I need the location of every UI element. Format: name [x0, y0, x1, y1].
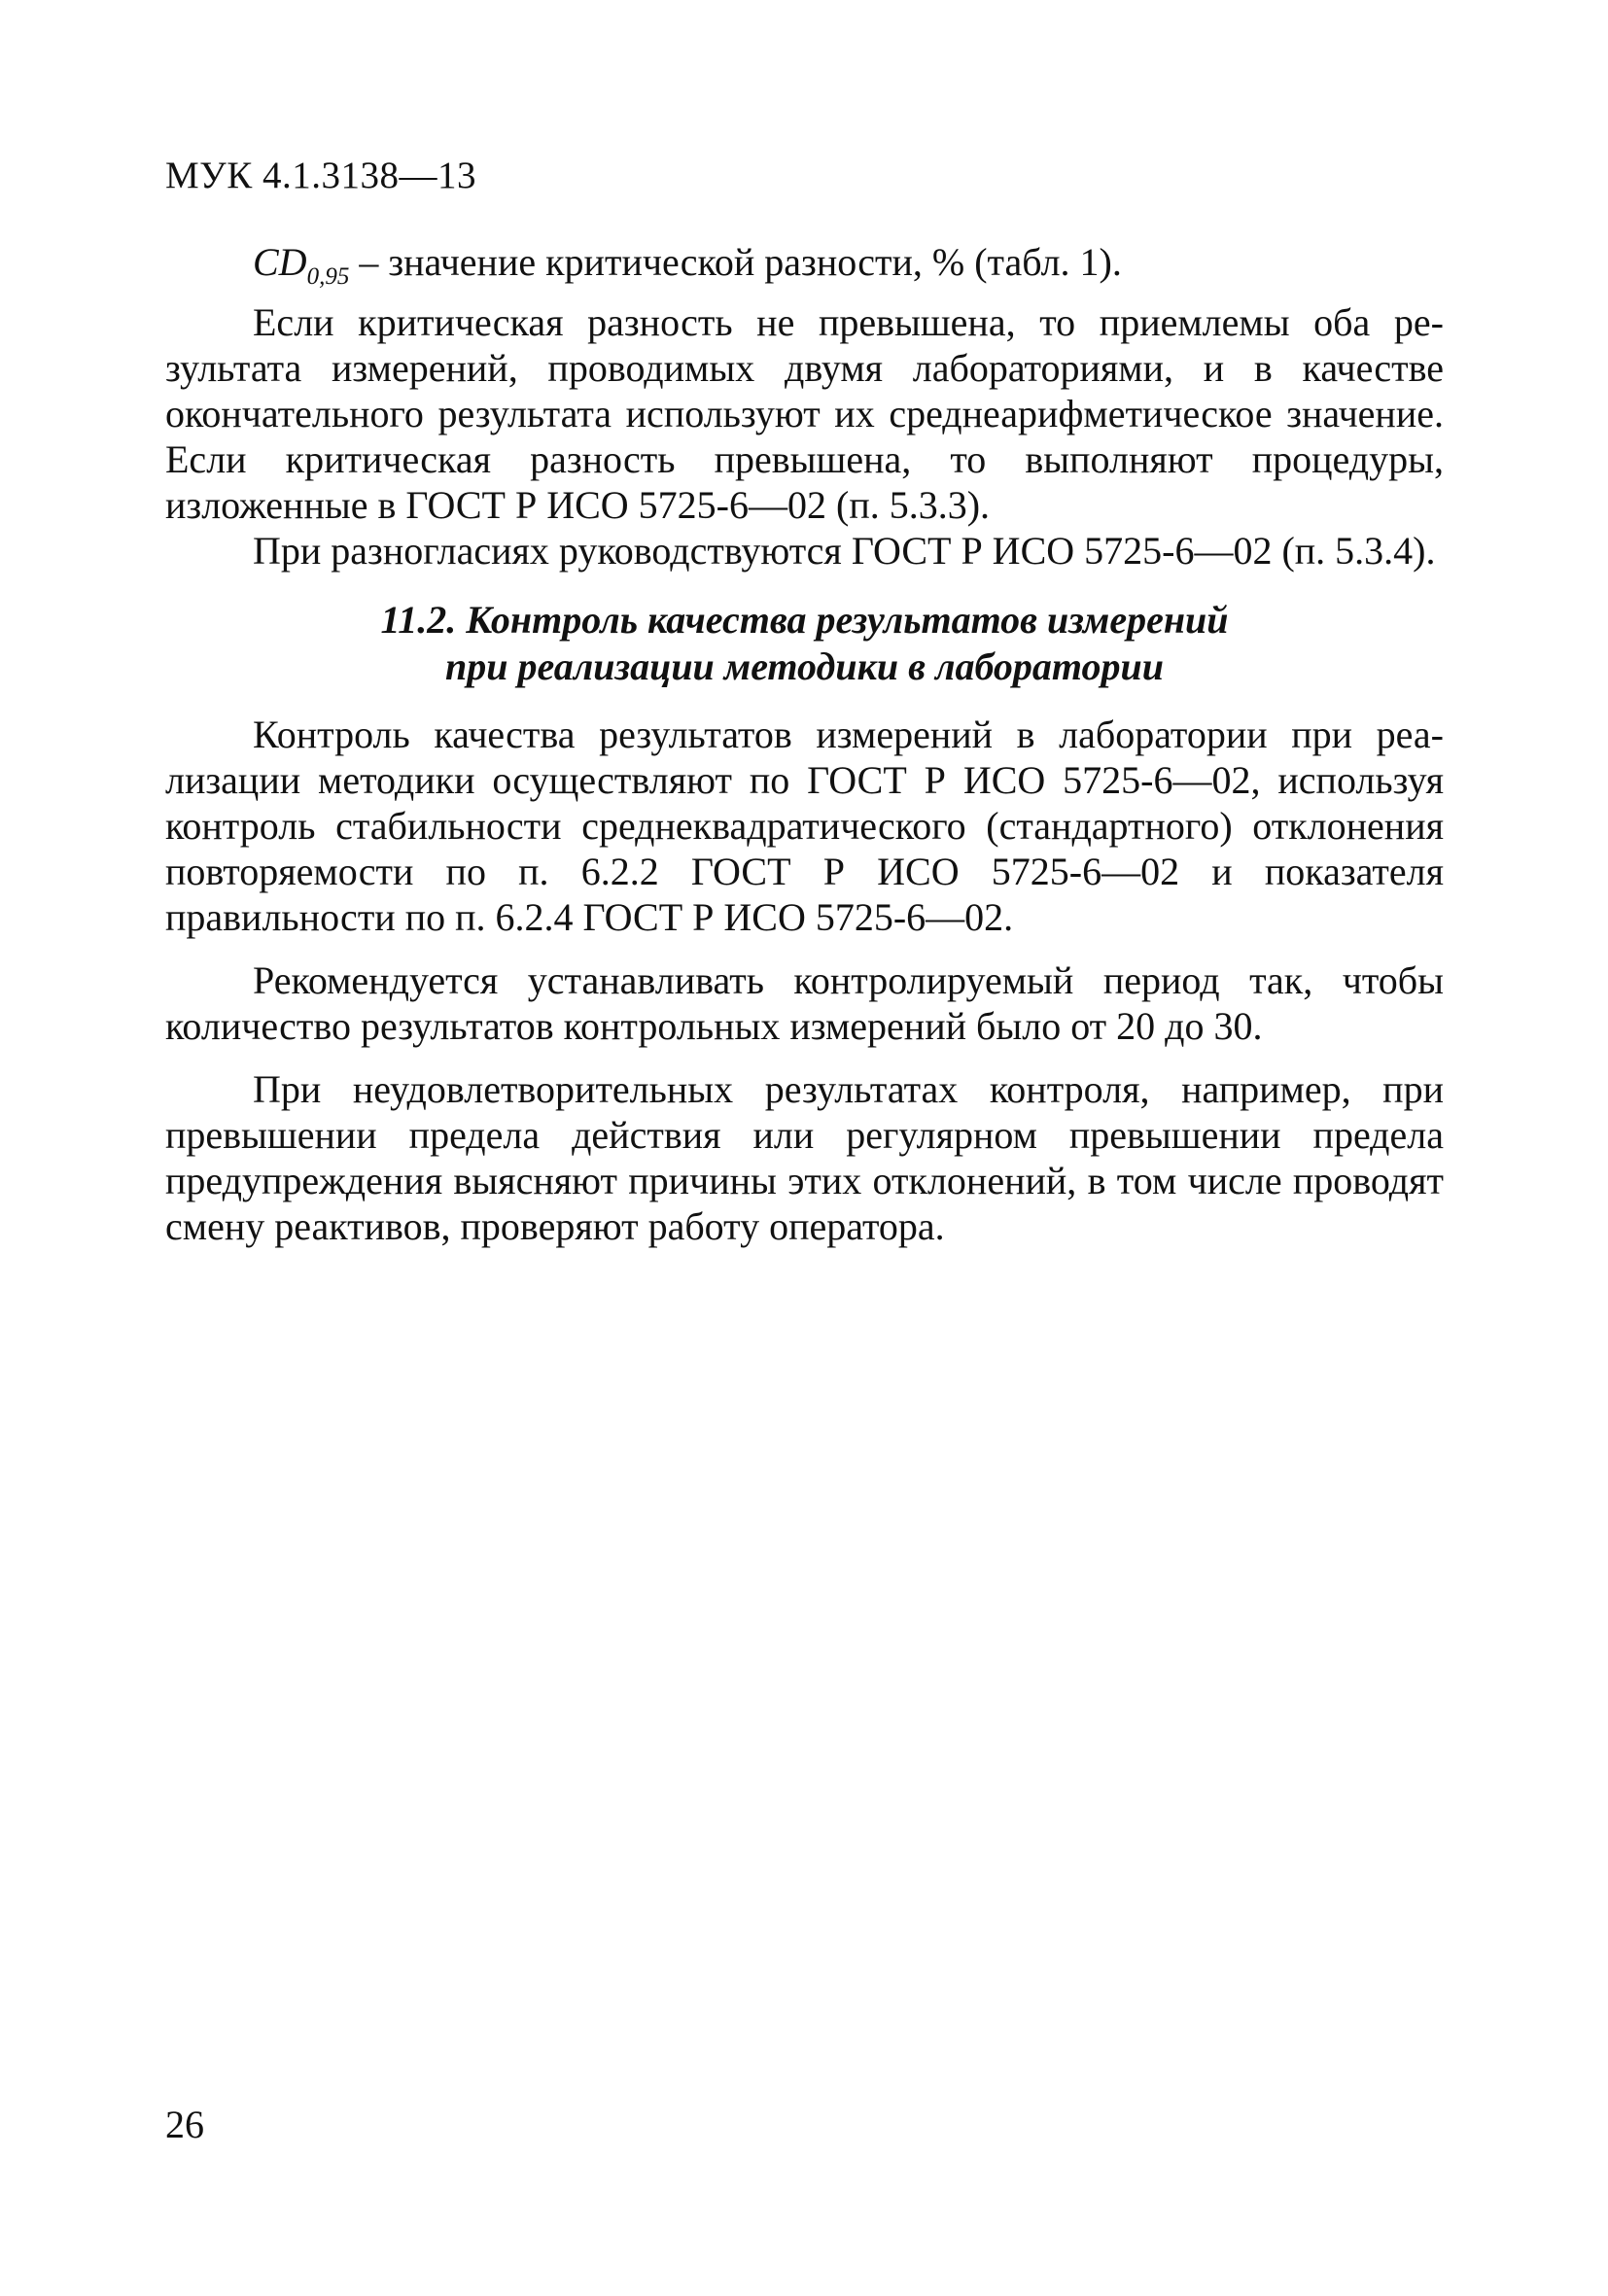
definition-symbol-subscript: 0,95 — [306, 263, 350, 290]
paragraph-control-period: Рекомендуется устанавливать контролируемый период так, чтобы количество результатов контрольных измерений было от 20 до 30. — [165, 958, 1444, 1048]
paragraph-critical-difference: Если критическая разность не превышена, то приемлемы оба результата измерений, проводимых двумя лабораториями, и в качестве окончательного результата используют их среднеарифметическое значение. Если критическая разность превышена, то выполняют процедуры, изложенные в ГОСТ Р ИСО 5725-6—02 (п. 5.3.3). — [165, 300, 1444, 527]
paragraph-quality-control: Контроль качества результатов измерений в лаборатории при реализации методики осуществляют по ГОСТ Р ИСО 5725-6—02, используя контроль стабильности среднеквадратического (стандартного) отклонения повторяемости по п. 6.2.2 ГОСТ Р ИСО 5725-6—02 и показателя правильности по п. 6.2.4 ГОСТ Р ИСО 5725-6—02. — [165, 713, 1444, 939]
section-heading-11-2 — [165, 597, 1444, 690]
definition-symbol — [253, 240, 350, 290]
definition-line — [165, 239, 1444, 299]
running-head-document-code: МУК 4.1.3138—13 — [165, 155, 477, 196]
definition-symbol-letters: CD — [253, 240, 307, 284]
paragraph-disagreements: При разногласиях руководствуются ГОСТ Р ИСО 5725-6—02 (п. 5.3.4). — [253, 529, 1436, 573]
section-heading-line-1: 11.2. Контроль качества результатов измерений — [380, 598, 1229, 642]
paragraph-unsatisfactory-results: При неудовлетворительных результатах контроля, например, при превышении предела действия или регулярном превышении предела предупреждения выясняют причины этих отклонений, в том числе проводят смену реактивов, проверяют работу оператора. — [165, 1067, 1444, 1248]
section-heading-line-2: при реализации методики в лаборатории — [444, 644, 1165, 688]
body-text — [165, 239, 1444, 1249]
definition-text: – значение критической разности, % (табл. 1). — [349, 240, 1122, 284]
page-number: 26 — [165, 2103, 204, 2146]
